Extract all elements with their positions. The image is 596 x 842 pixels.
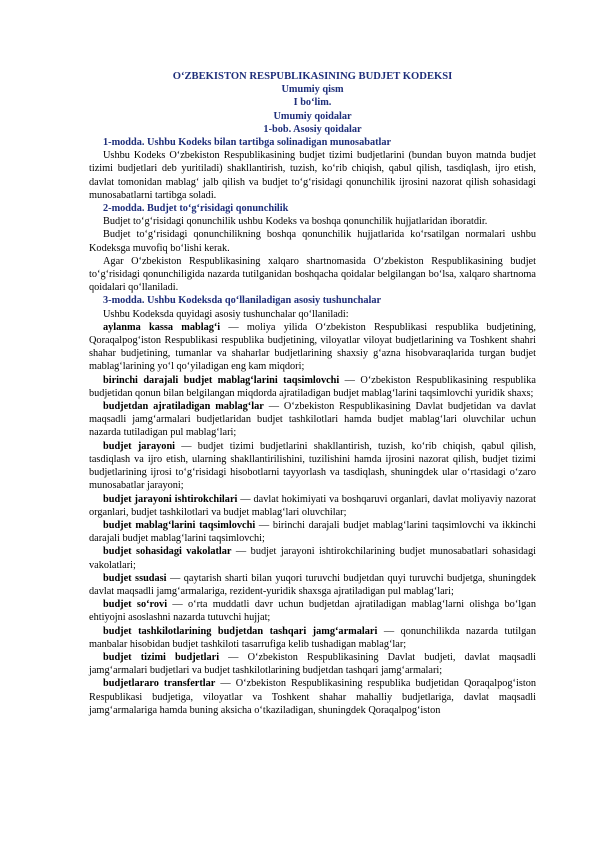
definition-text: — o‘rta muddatli davr uchun budjetdan ajratiladigan mablag‘larni olishga bo‘lgan ehtiyojni asoslashni nazarda tutuvchi hujjat; [89,599,536,624]
definition-term: birinchi darajali budjet mablag‘larini taqsimlovchi [103,374,340,386]
chapter-heading: 1-bob. Asosiy qoidalar [263,123,362,135]
definition-text: — O‘zbekiston Respublikasining Davlat budjetidan va davlat maqsadli jamg‘armalari budjetlaridan budjet tashkilotlari hamda budjet mablag‘lari oluvchilar uchun nazarda tutiladigan pul mablag‘lari; [89,401,536,439]
part-heading: Umumiy qism [281,84,344,96]
definition-term: budjet tizimi budjetlari [103,651,220,663]
article-3-heading: 3-modda. Ushbu Kodeksda qo‘llaniladigan asosiy tushunchalar [103,295,382,307]
section-number: I bo‘lim. [293,97,332,109]
definition-text: — qonunchilikda nazarda tutilgan manbalar hisobidan budjet tashkiloti tasarrufiga kelib tushadigan mablag‘lar; [89,625,536,650]
definition-term: budjet sohasidagi vakolatlar [103,546,232,558]
definition-term: budjet mablag‘larini taqsimlovchi [103,519,256,531]
definition-term: budjet jarayoni [103,440,176,452]
definition-term: budjet ssudasi [103,572,167,584]
definition-paragraph [89,400,536,440]
definition-term: budjet so‘rovi [103,599,168,611]
definition-text: — budjet jarayoni ishtirokchilarining budjet munosabatlari sohasidagi vakolatlari; [89,546,536,571]
definition-paragraph [89,519,536,545]
definition-paragraph [89,572,536,598]
definition-term: aylanma kassa mablag‘i [103,321,221,333]
article-1-paragraph: Ushbu Kodeks O‘zbekiston Respublikasining budjet tizimi budjetlarini (bundan buyon matnda budjet tizimi budjetlari deb yuritiladi) shakllantirish, tuzish, ko‘rib chiqish, qabul qilish, tasdiqlash, ijro etish, davlat tomonidan mablag‘ jalb qilish va budjet to‘g‘risidagi qonunchilik ijrosini nazorat qilish sohasidagi munosabatlarni tartibga soladi. [89,150,536,201]
definition-text: — budjet tizimi budjetlarini shakllantirish, tuzish, ko‘rib chiqish, qabul qilish, tasdiqlash va ijro etish, ularning shakllantirilishini, tuzilishini hamda ijrosini nazorat qilish, budjet tizimi budjetlarining ijrosi to‘g‘risidagi hisobotlarni tayyorlash va tasdiqlash, shuningdek ular o‘rtasidagi o‘zaro munosabatlar jarayoni; [89,440,536,492]
definition-paragraph [89,493,536,519]
article-2-heading: 2-modda. Budjet to‘g‘risidagi qonunchilik [103,203,289,215]
article-2-paragraph: Budjet to‘g‘risidagi qonunchilik ushbu Kodeks va boshqa qonunchilik hujjatlaridan iboratdir. [103,216,488,228]
article-2-paragraph: Budjet to‘g‘risidagi qonunchilikning boshqa qonunchilik hujjatlarida ko‘rsatilgan normalari ushbu Kodeksga muvofiq bo‘lishi kerak. [89,229,536,254]
definition-term: budjetlararo transfertlar [103,678,216,690]
definition-paragraph [89,440,536,493]
definition-text: — davlat hokimiyati va boshqaruvi organlari, davlat moliyaviy nazorat organlari, budjet tashkilotlari va budjet mablag‘lari oluvchilar; [89,493,536,518]
definition-text: — O‘zbekiston Respublikasining Davlat budjeti, davlat maqsadli jamg‘armalari budjetlari va budjet tashkilotlarining budjetdan tashqari jamg‘armalari; [89,651,536,677]
article-2-paragraph: Agar O‘zbekiston Respublikasining xalqaro shartnomasida O‘zbekiston Respublikasining budjet to‘g‘risidagi qonunchiligida nazarda tutilganidan boshqacha qoidalar belgilangan bo‘lsa, xalqaro shartnoma qoidalari qo‘llaniladi. [89,255,536,294]
definition-text: — birinchi darajali budjet mablag‘larini taqsimlovchi va ikkinchi darajali budjet mablag‘larini taqsimlovchi; [89,519,537,545]
definition-paragraph [89,321,536,374]
article-1-heading: 1-modda. Ushbu Kodeks bilan tartibga solinadigan munosabatlar [103,137,392,149]
document-title: O‘ZBEKISTON RESPUBLIKASINING BUDJET KODEKSI [172,71,453,82]
definition-text: — moliya yilida O‘zbekiston Respublikasi respublika budjetining, Qoraqalpog‘iston Respublikasi respublika budjetining, viloyatlar viloyat budjetlarining va Toshkent shahri shahar budjetining, tumanlar va shaharlar budjetlarining shaxsiy g‘azna hisobvaraqlarida turgan budjet mablag‘larining yo‘l qo‘yiladigan eng kam miqdori; [89,321,536,373]
definition-term: budjet tashkilotlarining budjetdan tashqari jamg‘armalari [103,625,378,637]
definition-paragraph [89,625,536,651]
definition-text: — O‘zbekiston Respublikasining respublika budjetidan qonun bilan belgilangan miqdorda ajratiladigan budjet mablag‘larini taqsimlovchi yuridik shaxs; [89,374,536,399]
definition-paragraph [89,374,536,400]
section-name: Umumiy qoidalar [273,110,352,122]
definition-text: — O‘zbekiston Respublikasining respublika budjetidan Qoraqalpog‘iston Respublikasi budjetiga, viloyatlar va Toshkent shahar mahalliy budjetlariga, davlat maqsadli jamg‘armalariga hamda buning aksicha o‘tkaziladigan, shuningdek Qoraqalpog‘iston [89,678,537,716]
definition-paragraph [89,677,536,717]
definition-paragraph [89,651,536,677]
article-3-intro: Ushbu Kodeksda quyidagi asosiy tushunchalar qo‘llaniladi: [103,308,349,320]
definition-paragraph [89,545,536,571]
definition-text: — qaytarish sharti bilan yuqori turuvchi budjetdan quyi turuvchi budjetga, shuningdek davlat maqsadli jamg‘armalariga, rezident-yuridik shaxsga ajratiladigan pul mablag‘lari; [89,572,536,597]
definition-term: budjet jarayoni ishtirokchilari [103,493,238,505]
definition-paragraph [89,598,536,624]
definition-term: budjetdan ajratiladigan mablag‘lar [103,401,264,413]
